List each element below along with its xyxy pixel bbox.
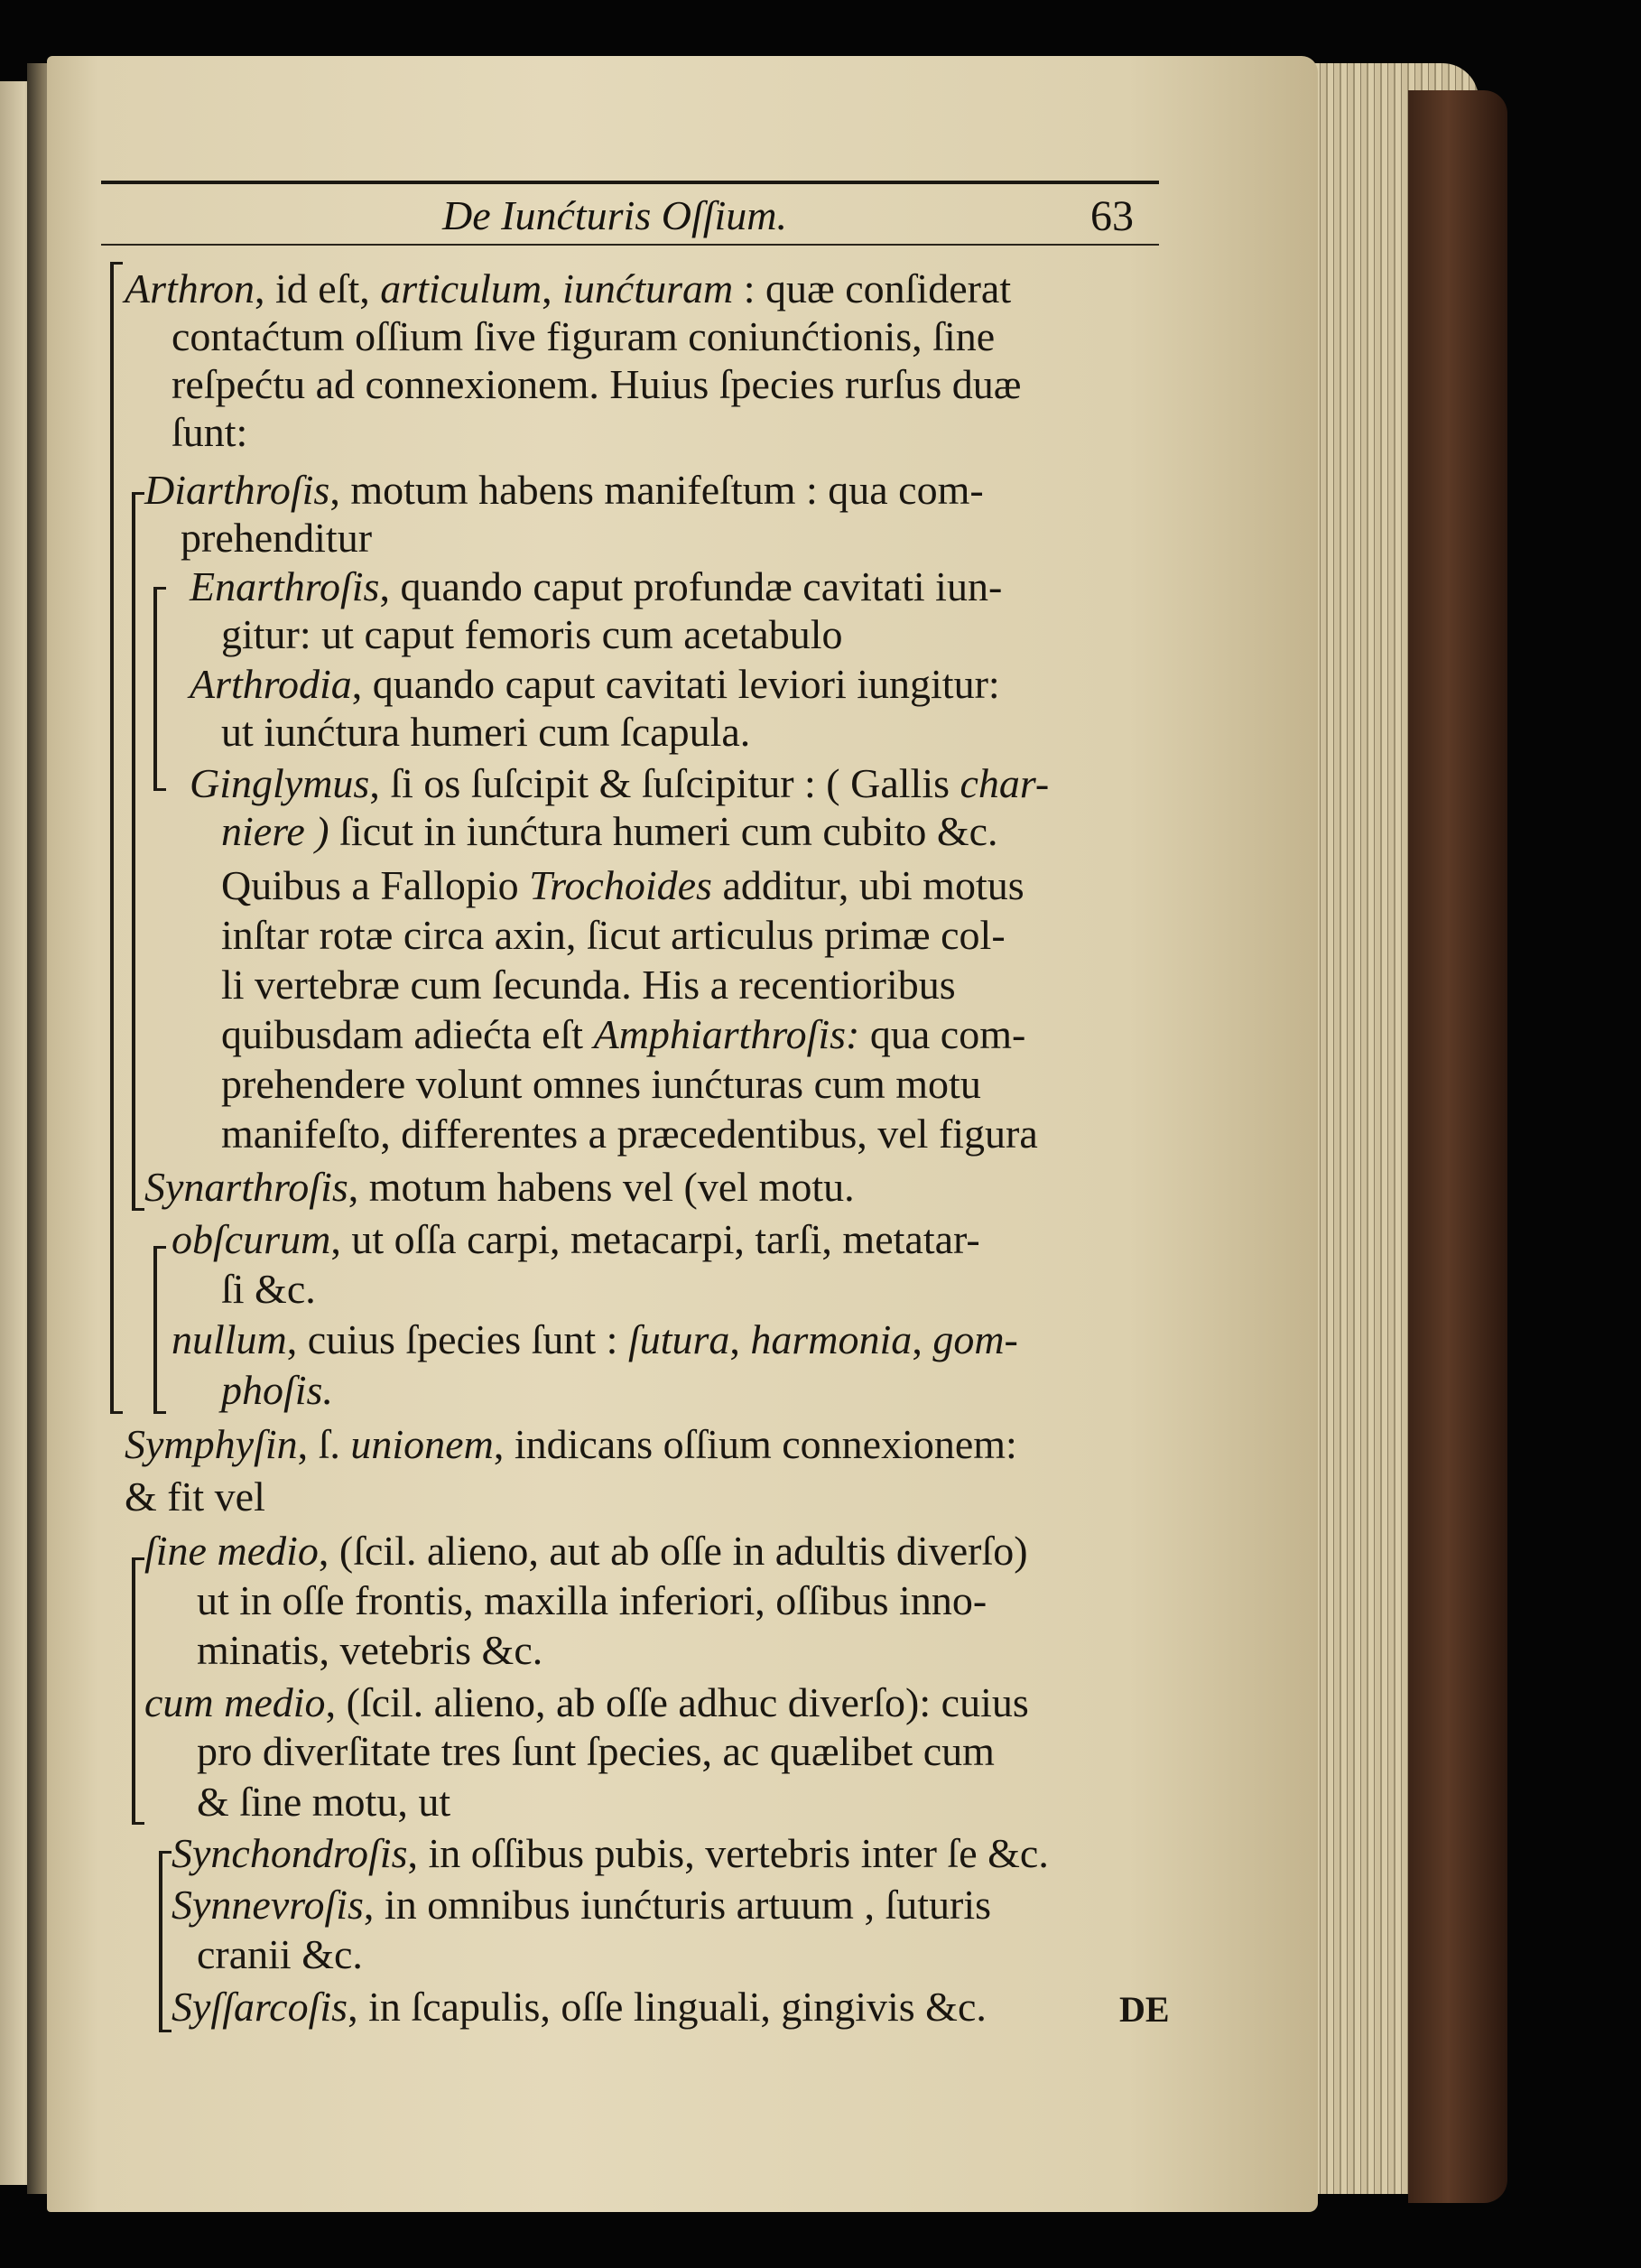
brace-level-3b [153, 1246, 166, 1414]
brace-level-2c [159, 1851, 172, 2032]
text-run: , (ſcil. alieno, ab oſſe adhuc diverſo): cuius [325, 1679, 1029, 1725]
text-run: , in ſcapulis, oſſe linguali, gingivis &c. [348, 1984, 987, 2030]
text-run: , indicans oſſium connexionem: [493, 1421, 1017, 1467]
text-line [221, 1009, 1025, 1060]
text-run: , [729, 1316, 751, 1362]
text-line [197, 1625, 542, 1676]
text-line [221, 860, 1024, 911]
italic-term: unionem [350, 1421, 494, 1467]
italic-term: Symphyſin [125, 1421, 298, 1467]
italic-term: articulum [380, 265, 542, 311]
text-run: manifeſto, differentes a præcedentibus, vel figura [221, 1111, 1038, 1157]
italic-term: phoſis. [221, 1367, 333, 1413]
italic-term: Enarthroſis [190, 563, 380, 609]
text-run: , ſi os ſuſcipit & ſuſcipitur : ( Gallis [369, 760, 960, 806]
text-run: additur, ubi motus [711, 862, 1024, 908]
text-run: qua com- [859, 1011, 1026, 1057]
italic-term: cum medio [144, 1679, 326, 1725]
italic-term: Amphiarthroſis: [593, 1011, 860, 1057]
italic-term: Ginglymus [190, 760, 370, 806]
text-run: prehendere volunt omnes iunćturas cum motu [221, 1061, 981, 1107]
text-line [221, 960, 956, 1010]
text-run: , ſ. [297, 1421, 351, 1467]
text-line [181, 513, 372, 563]
text-run: inſtar rotæ circa axin, ſicut articulus primæ col- [221, 912, 1006, 958]
text-line [221, 1264, 316, 1315]
page-number: 63 [1090, 192, 1134, 240]
text-line [190, 562, 1002, 612]
italic-term: Arthrodia [190, 661, 352, 707]
text-run: , [912, 1316, 933, 1362]
brace-level-2b [132, 1557, 144, 1825]
text-run: : quæ conſiderat [733, 265, 1012, 311]
text-run: , motum habens manifeſtum : qua com- [329, 467, 984, 513]
italic-term: iunćturam [562, 265, 734, 311]
text-run: , quando caput profundæ cavitati iun- [379, 563, 1003, 609]
brace-level-3 [153, 587, 166, 791]
text-line [190, 758, 1049, 809]
text-line [197, 1576, 987, 1626]
text-run: ſicut in iunćtura humeri cum cubito &c. [329, 808, 998, 854]
text-line [197, 1726, 995, 1777]
text-run: cranii &c. [197, 1931, 363, 1977]
text-line [144, 1526, 1028, 1576]
header-rule [101, 181, 1159, 184]
text-run: , quando caput cavitati leviori iungitur: [351, 661, 1000, 707]
text-run: , id eſt, [254, 265, 381, 311]
book-cover-edge [1408, 90, 1507, 2203]
text-line [221, 910, 1006, 961]
text-run: pro diverſitate tres ſunt ſpecies, ac quælibet cum [197, 1728, 995, 1774]
text-line [221, 609, 843, 660]
text-run: ſi &c. [221, 1266, 316, 1312]
text-run: & ſine motu, ut [197, 1779, 451, 1825]
brace-level-2 [132, 492, 144, 1211]
text-run: Quibus a Fallopio [221, 862, 530, 908]
text-line [172, 1315, 1018, 1365]
text-line [221, 1059, 981, 1110]
text-line [197, 1777, 450, 1827]
italic-term: obſcurum [172, 1216, 331, 1262]
brace-level-1 [110, 262, 123, 1414]
text-run: contaćtum oſſium ſive figuram coniunćtionis, ſine [172, 313, 996, 359]
italic-term: nullum [172, 1316, 287, 1362]
italic-term: Synnevroſis [172, 1882, 364, 1928]
text-run: reſpećtu ad connexionem. Huius ſpecies rurſus duæ [172, 361, 1022, 407]
text-run: ut in oſſe frontis, maxilla inferiori, oſſibus inno- [197, 1577, 987, 1623]
italic-term: harmonia [750, 1316, 913, 1362]
text-line [125, 1472, 265, 1522]
text-run: , (ſcil. alieno, aut ab oſſe in adultis diverſo) [318, 1528, 1028, 1574]
running-head: De Iunćturis Oſſium. [442, 192, 788, 238]
italic-term: niere ) [221, 808, 329, 854]
text-run: quibusdam adiećta eſt [221, 1011, 594, 1057]
header-sub-rule [101, 244, 1159, 246]
text-line [172, 359, 1021, 410]
italic-term: Synarthroſis [144, 1164, 348, 1210]
italic-term: gom- [932, 1316, 1018, 1362]
text-run: li vertebræ cum ſecunda. His a recentioribus [221, 962, 956, 1008]
text-run: gitur: ut caput femoris cum acetabulo [221, 611, 843, 657]
text-line [125, 1419, 1017, 1470]
text-line [221, 806, 998, 857]
text-run: , in oſſibus pubis, vertebris inter ſe &c. [407, 1830, 1049, 1876]
text-run: prehenditur [181, 515, 373, 561]
italic-term: Trochoides [529, 862, 712, 908]
text-line [221, 1109, 1038, 1159]
italic-term: Arthron [125, 265, 255, 311]
text-line [172, 1880, 991, 1930]
italic-term: ſine medio [144, 1528, 319, 1574]
italic-term: char- [960, 760, 1050, 806]
text-run: minatis, vetebris &c. [197, 1627, 543, 1673]
text-run: , [542, 265, 563, 311]
text-run: , in omnibus iunćturis artuum , ſuturis [363, 1882, 991, 1928]
text-line [172, 1828, 1049, 1879]
italic-term: Syſſarcoſis [172, 1984, 348, 2030]
italic-term: ſutura [627, 1316, 730, 1362]
text-run: & fit vel [125, 1473, 265, 1520]
italic-term: Diarthroſis [144, 467, 330, 513]
text-run: , motum habens vel (vel motu. [348, 1164, 855, 1210]
text-run: ut iunćtura humeri cum ſcapula. [221, 709, 751, 755]
text-line [172, 1214, 980, 1265]
text-run: ſunt: [172, 409, 248, 455]
text-line [125, 264, 1011, 314]
text-line [172, 311, 995, 362]
text-line [197, 1929, 363, 1980]
text-run: , ut oſſa carpi, metacarpi, tarſi, metatar- [330, 1216, 980, 1262]
text-run: , cuius ſpecies ſunt : [286, 1316, 628, 1362]
text-line [221, 707, 750, 758]
text-line [190, 659, 1000, 710]
catchword: DE [1119, 1989, 1170, 2030]
text-line [144, 1162, 855, 1213]
text-line [144, 1678, 1029, 1728]
text-line [221, 1365, 333, 1416]
text-line [172, 407, 247, 458]
italic-term: Synchondroſis [172, 1830, 408, 1876]
text-line [172, 1982, 987, 2032]
text-line [144, 465, 984, 516]
